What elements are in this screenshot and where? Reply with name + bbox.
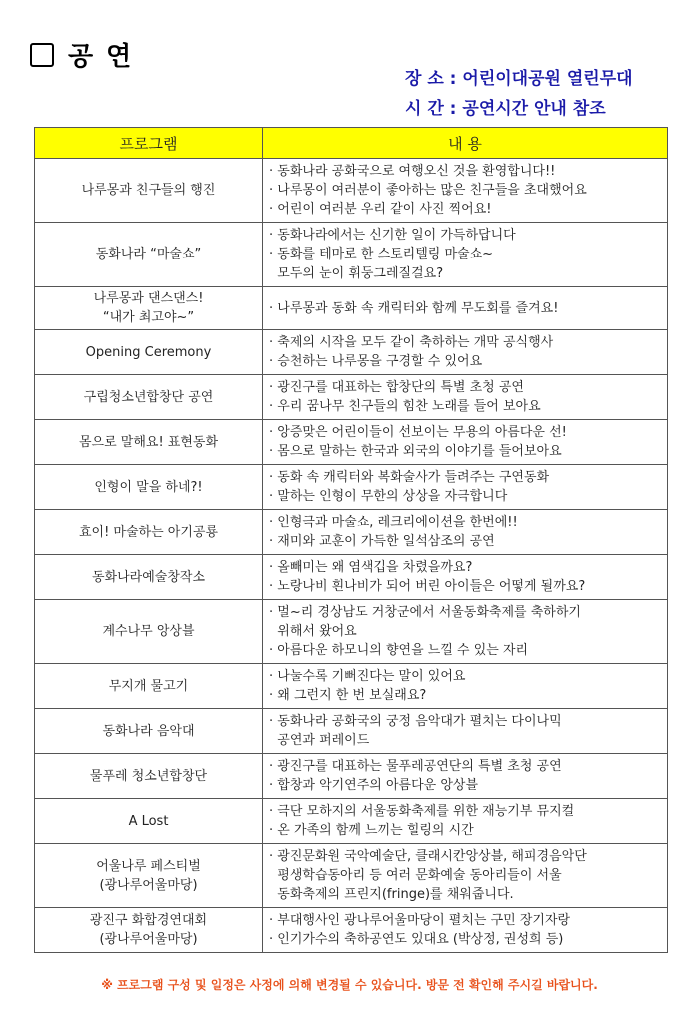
program-name bbox=[35, 420, 263, 465]
program-name-line: 광진구 화합경연대회 bbox=[89, 913, 208, 928]
program-name-line: 동화나라 “마술쇼” bbox=[95, 247, 202, 262]
program-name-line: 동화나라예술창작소 bbox=[91, 569, 206, 585]
table-row bbox=[35, 799, 668, 844]
program-content-line: 동화축제의 프린지(fringe)를 채워줍니다. bbox=[269, 887, 514, 902]
table-row bbox=[35, 375, 668, 420]
program-content-line: 위해서 왔어요 bbox=[269, 624, 357, 639]
table-row bbox=[35, 600, 668, 664]
program-content-line: · 나루몽이 여러분이 좋아하는 많은 친구들을 초대했어요 bbox=[269, 183, 587, 198]
program-content-line: · 온 가족의 함께 느끼는 힐링의 시간 bbox=[269, 823, 474, 838]
program-content-line: · 광진구를 대표하는 합창단의 특별 초청 공연 bbox=[269, 380, 524, 395]
program-table bbox=[34, 127, 668, 953]
table-row bbox=[35, 510, 668, 555]
column-header-program: 프로그램 bbox=[35, 128, 263, 159]
program-content-line: · 동화나라 공화국으로 여행오신 것을 환영합니다!! bbox=[269, 164, 556, 179]
program-content bbox=[263, 664, 668, 709]
program-name-line: 나루몽과 댄스댄스! bbox=[93, 291, 204, 306]
section-title bbox=[30, 36, 133, 73]
time-info: 시 간 : 공연시간 안내 참조 bbox=[405, 99, 606, 119]
venue-info: 장 소 : 어린이대공원 열린무대 bbox=[405, 69, 633, 89]
section-title-text: 공 연 bbox=[68, 42, 134, 72]
checkbox-square-icon bbox=[30, 43, 54, 67]
program-content-line: · 어린이 여러분 우리 같이 사진 찍어요! bbox=[269, 202, 492, 217]
program-name-line: 무지개 물고기 bbox=[108, 678, 189, 694]
program-content bbox=[263, 799, 668, 844]
program-content bbox=[263, 223, 668, 287]
program-content bbox=[263, 375, 668, 420]
table-row bbox=[35, 330, 668, 375]
program-name bbox=[35, 600, 263, 664]
program-content-line: · 재미와 교훈이 가득한 일석삼조의 공연 bbox=[269, 534, 495, 549]
program-name-line: 구립청소년합창단 공연 bbox=[83, 389, 214, 405]
program-content-line: · 아름다운 하모니의 향연을 느낄 수 있는 자리 bbox=[269, 643, 529, 658]
program-content-line: · 광진구를 대표하는 물푸레공연단의 특별 초청 공연 bbox=[269, 759, 562, 774]
program-content-line: · 우리 꿈나무 친구들의 힘찬 노래를 들어 보아요 bbox=[269, 399, 541, 414]
table-row bbox=[35, 754, 668, 799]
table-row bbox=[35, 908, 668, 953]
table-row bbox=[35, 555, 668, 600]
program-name-line: A Lost bbox=[128, 813, 169, 829]
program-content-line: · 인형극과 마술쇼, 레크리에이션을 한번에!! bbox=[269, 515, 518, 530]
program-content-line: · 말하는 인형이 무한의 상상을 자극합니다 bbox=[269, 489, 508, 504]
program-content bbox=[263, 709, 668, 754]
program-content-line: 공연과 퍼레이드 bbox=[269, 733, 370, 748]
program-content-line: · 노랑나비 흰나비가 되어 버린 아이들은 어떻게 될까요? bbox=[269, 579, 586, 594]
program-name bbox=[35, 555, 263, 600]
program-content-line: · 동화나라 공화국의 궁정 음악대가 펼치는 다이나믹 bbox=[269, 714, 562, 729]
program-name-line: (광나루어울마당) bbox=[99, 877, 198, 893]
program-content-line: · 축제의 시작을 모두 같이 축하하는 개막 공식행사 bbox=[269, 335, 554, 350]
program-content-line: · 극단 모하지의 서울동화축제를 위한 재능기부 뮤지컬 bbox=[269, 804, 575, 819]
program-content bbox=[263, 159, 668, 223]
program-content-line: · 합창과 악기연주의 아름다운 앙상블 bbox=[269, 778, 479, 793]
program-name-line: 몸으로 말해요! 표현동화 bbox=[78, 434, 219, 450]
table-row bbox=[35, 465, 668, 510]
program-name bbox=[35, 375, 263, 420]
program-content-line: · 멀~리 경상남도 거창군에서 서울동화축제를 축하하기 bbox=[269, 605, 581, 620]
program-name-line: 효이! 마술하는 아기공룡 bbox=[78, 524, 219, 540]
program-content bbox=[263, 420, 668, 465]
program-content-line: · 승천하는 나루몽을 구경할 수 있어요 bbox=[269, 354, 483, 369]
program-name bbox=[35, 709, 263, 754]
table-row bbox=[35, 287, 668, 330]
table-row bbox=[35, 159, 668, 223]
program-name bbox=[35, 908, 263, 953]
program-name-line: Opening Ceremony bbox=[85, 344, 212, 360]
program-name bbox=[35, 159, 263, 223]
program-name-line: 물푸레 청소년합창단 bbox=[89, 768, 208, 784]
program-content bbox=[263, 330, 668, 375]
program-content-line: 평생학습동아리 등 여러 문화예술 동아리들이 서울 bbox=[269, 868, 562, 883]
program-name bbox=[35, 287, 263, 330]
program-name-line: 동화나라 음악대 bbox=[102, 723, 195, 739]
program-content bbox=[263, 555, 668, 600]
program-content-line: · 부대행사인 광나루어울마당이 펼치는 구민 장기자랑 bbox=[269, 913, 571, 928]
program-name-line: “내가 최고야~” bbox=[102, 310, 195, 325]
program-content-line: · 왜 그런지 한 번 보실래요? bbox=[269, 688, 427, 703]
program-content-line: · 몸으로 말하는 한국과 외국의 이야기를 들어보아요 bbox=[269, 444, 562, 459]
table-row bbox=[35, 223, 668, 287]
table-header-row bbox=[35, 128, 668, 159]
program-content-line: 모두의 눈이 휘둥그레질걸요? bbox=[269, 266, 444, 281]
program-content-line: · 광진문화원 국악예술단, 클래시칸앙상블, 해피경음악단 bbox=[269, 849, 587, 864]
notice-text: ※ 프로그램 구성 및 일정은 사정에 의해 변경될 수 있습니다. 방문 전 확인해 주시길 바랍니다. bbox=[101, 978, 598, 992]
table-row bbox=[35, 664, 668, 709]
program-name bbox=[35, 799, 263, 844]
table-row bbox=[35, 844, 668, 908]
program-name bbox=[35, 664, 263, 709]
program-name-line: 인형이 말을 하네?! bbox=[94, 479, 203, 495]
table-row bbox=[35, 709, 668, 754]
program-name bbox=[35, 844, 263, 908]
program-content bbox=[263, 600, 668, 664]
table-row bbox=[35, 420, 668, 465]
program-name bbox=[35, 223, 263, 287]
program-content bbox=[263, 908, 668, 953]
program-name bbox=[35, 754, 263, 799]
program-content bbox=[263, 465, 668, 510]
program-name bbox=[35, 330, 263, 375]
program-content bbox=[263, 287, 668, 330]
program-name-line: 계수나무 앙상블 bbox=[102, 624, 195, 639]
column-header-content: 내 용 bbox=[263, 128, 668, 159]
program-name-line: 어울나루 페스티벌 bbox=[96, 858, 201, 874]
program-content-line: · 나눌수록 기뻐진다는 말이 있어요 bbox=[269, 669, 466, 684]
program-content-line: · 동화를 테마로 한 스토리텔링 마술쇼~ bbox=[269, 247, 494, 262]
program-content-line: · 올빼미는 왜 염색깁을 차렸을까요? bbox=[269, 560, 473, 575]
program-content bbox=[263, 844, 668, 908]
program-content bbox=[263, 510, 668, 555]
program-name-line: 나루몽과 친구들의 행진 bbox=[81, 183, 216, 198]
program-content-line: · 나루몽과 동화 속 캐릭터와 함께 무도회를 즐겨요! bbox=[269, 300, 559, 316]
program-name-line: (광나루어울마당) bbox=[99, 932, 198, 947]
program-name bbox=[35, 510, 263, 555]
program-content-line: · 인기가수의 축하공연도 있대요 (박상정, 권성희 등) bbox=[269, 932, 564, 947]
program-content bbox=[263, 754, 668, 799]
program-content-line: · 동화나라에서는 신기한 일이 가득하답니다 bbox=[269, 228, 516, 243]
program-name bbox=[35, 465, 263, 510]
program-content-line: · 앙증맞은 어린이들이 선보이는 무용의 아름다운 선! bbox=[269, 425, 567, 440]
program-content-line: · 동화 속 캐릭터와 복화술사가 들려주는 구연동화 bbox=[269, 470, 550, 485]
